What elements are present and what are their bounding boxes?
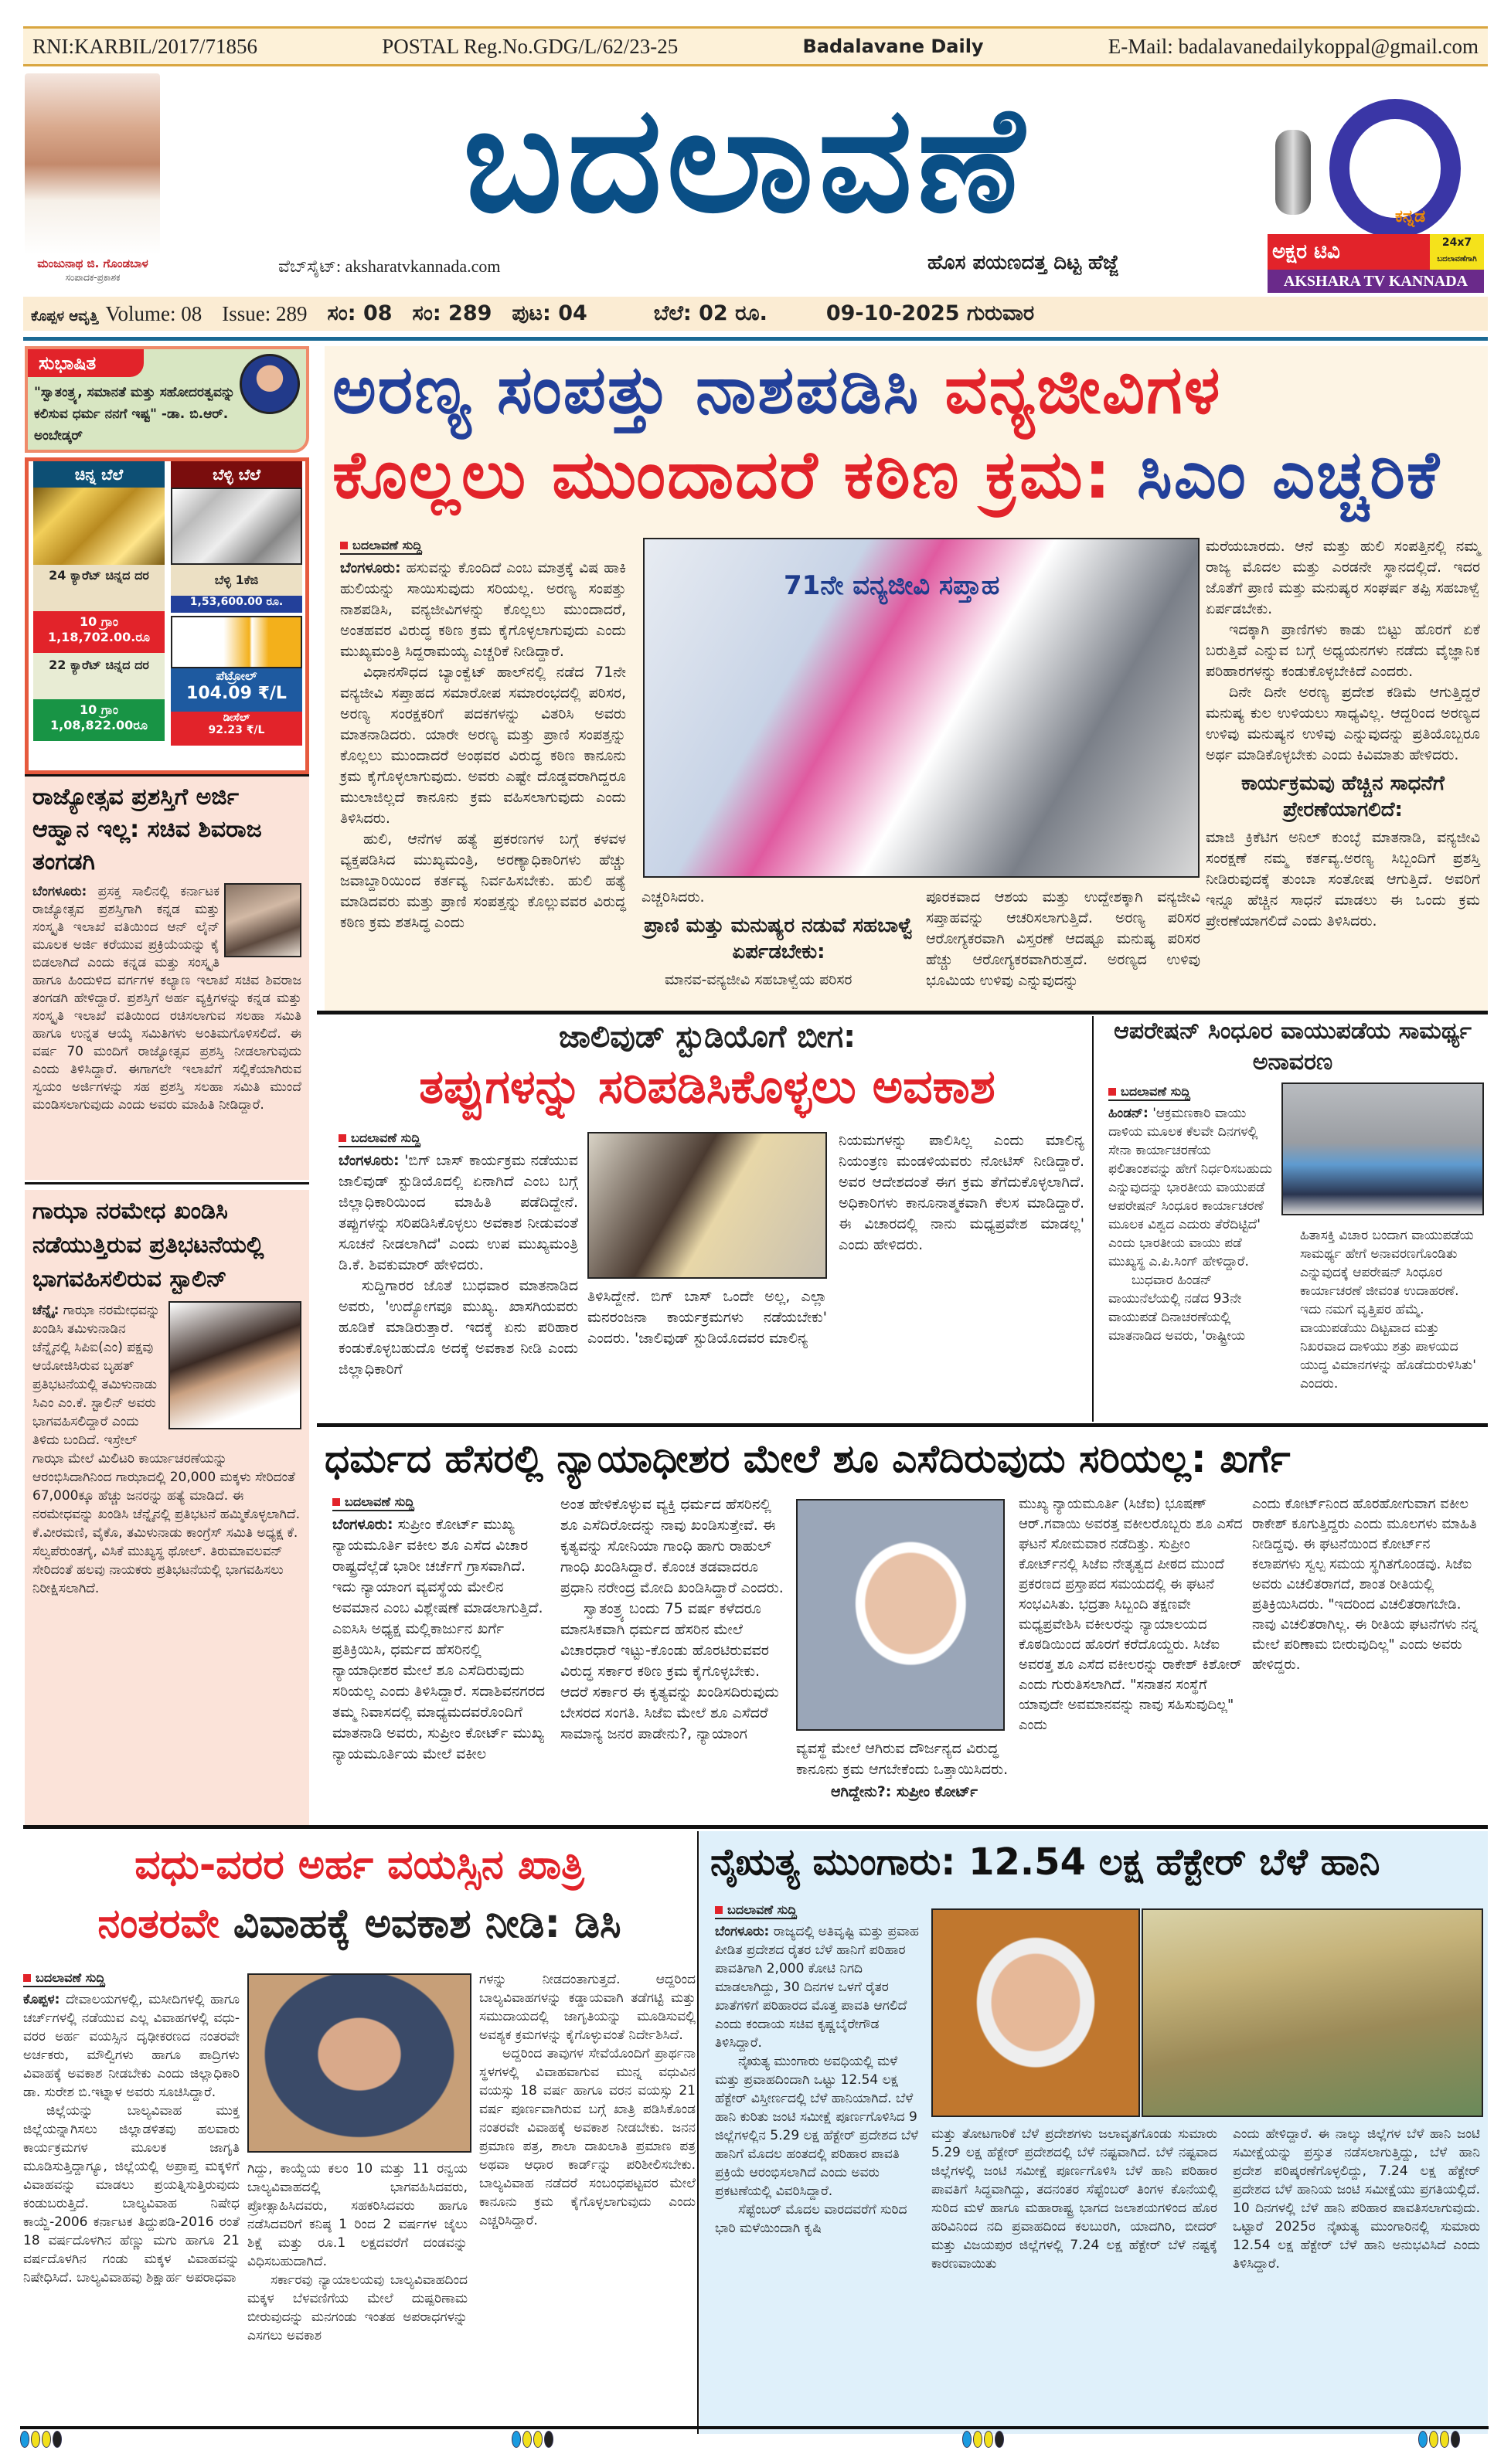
- byline: ಬದಲಾವಣೆ ಸುದ್ದಿ: [340, 538, 422, 555]
- divider: [317, 1011, 1488, 1014]
- gold24-label: 24 ಕ್ಯಾರೆಟ್ ಚಿನ್ನದ ದರ: [33, 565, 165, 611]
- logo-badge-sub: ಬದಲಾವಣೆಗಾಗಿ: [1437, 255, 1477, 263]
- article-jollywood: [325, 1016, 1090, 1422]
- footer-rule: [20, 2426, 1489, 2429]
- headline: ಧರ್ಮದ ಹೆಸರಲ್ಲಿ ನ್ಯಾಯಾಧೀಶರ ಮೇಲೆ ಶೂ ಎಸೆದಿರುವುದು ಸರಿಯಲ್ಲ: ಖರ್ಗೆ: [325, 1436, 1291, 1481]
- website[interactable]: [278, 257, 501, 277]
- subheadline: ಆಗಿದ್ದೇನು?: ಸುಪ್ರೀಂ ಕೋರ್ಟ್: [830, 1783, 978, 1800]
- logo-badge-text: 24x7: [1441, 236, 1472, 249]
- kicker: ಜಾಲಿವುಡ್ ಸ್ಟುಡಿಯೊಗೆ ಬೀಗ:: [558, 1019, 856, 1055]
- cm-col-2: [247, 2160, 468, 2345]
- monsoon-col-3: [1233, 2125, 1480, 2273]
- registration-dot: [522, 2431, 532, 2448]
- lead-col-1: [340, 538, 626, 933]
- gold-header: ಚಿನ್ನ ಬೆಲೆ: [33, 461, 165, 488]
- article-body: ಬೆಂಗಳೂರು: ಸುಪ್ರೀಂ ಕೋರ್ಟ್ ಮುಖ್ಯ ನ್ಯಾಯಮೂರ್ತಿ ವಕೀಲ ಶೂ ಎಸೆದ ವಿಚಾರ ರಾಷ್ಟ್ರದೆಲ್ಲೆಡೆ ಭಾರೀ ಚರ್ಚೆಗೆ ಗ್ರಾಸವಾಗಿದೆ. ಇದು ನ್ಯಾಯಾಂಗ ವ್ಯವಸ್ಥೆಯ ಮೇಲಿನ ಅವಮಾನ ಎಂಬ ವಿಶ್ಲೇಷಣೆ ಮಾಡಲಾಗುತ್ತಿದೆ. ಎಐಸಿಸಿ ಅಧ್ಯಕ್ಷ ಮಲ್ಲಿಕಾರ್ಜುನ ಖರ್ಗೆ ಪ್ರತಿಕ್ರಿಯಿಸಿ, ಧರ್ಮದ ಹೆಸರಿನಲ್ಲಿ ನ್ಯಾಯಾಧೀಶರ ಮೇಲೆ ಶೂ ಎಸೆದಿರುವುದು ಸರಿಯಲ್ಲ ಎಂದು ತಿಳಿಸಿದ್ದಾರೆ. ಸದಾಶಿವನಗರದ ತಮ್ಮ ನಿವಾಸದಲ್ಲಿ ಮಾಧ್ಯಮದವರೊಂದಿಗೆ ಮಾತನಾಡಿ ಅವರು, ಸುಪ್ರೀಂ ಕೋರ್ಟ್ ಮುಖ್ಯ ನ್ಯಾಯಮೂರ್ತಿಯ ಮೇಲೆ ವಕೀಲ: [332, 1516, 546, 1762]
- lead-photo: [643, 538, 1200, 878]
- gold22-label: 22 ಕ್ಯಾರೆಟ್ ಚಿನ್ನದ ದರ: [33, 653, 165, 699]
- silver-label: ಬೆಳ್ಳಿ 1ಕೆಜಿ: [171, 565, 302, 596]
- article-body: ಮಾಜಿ ಕ್ರಿಕೆಟಿಗ ಅನಿಲ್ ಕುಂಬ್ಳೆ ಮಾತನಾಡಿ, ವನ್ಯಜೀವಿ ಸಂರಕ್ಷಣೆ ನಮ್ಮ ಕರ್ತವ್ಯ.ಅರಣ್ಯ ಸಿಬ್ಬಂದಿಗೆ ಪ್ರಶಸ್ತಿ ನೀಡಿರುವುದಕ್ಕೆ ತುಂಬಾ ಸಂತೋಷ ಆಗುತ್ತಿದೆ. ಅವರಿಗೆ ಇನ್ನೂ ಹೆಚ್ಚಿನ ಸಾಧನೆ ಮಾಡಲು ಈ ಒಂದು ಕ್ರಮ ಪ್ರೇರಣೆಯಾಗಲಿದೆ ಎಂದು ತಿಳಿಸಿದರು.: [1206, 829, 1480, 930]
- registration-marks: [20, 2431, 62, 2448]
- article-body: ಎಂದು ಹೇಳಿದ್ದಾರೆ. ಈ ನಾಲ್ಕು ಜಿಲ್ಲೆಗಳ ಬೆಳೆ ಹಾನಿ ಜಂಟಿ ಸಮೀಕ್ಷೆಯನ್ನು ಪ್ರಸ್ತುತ ನಡೆಸಲಾಗುತ್ತಿದ್ದು, ಬೆಳೆ ಹಾನಿ ಪ್ರದೇಶ ಪರಿಷ್ಕರಣೆಗೊಳ್ಳಲಿದ್ದು, 7.24 ಲಕ್ಷ ಹೆಕ್ಟೇರ್ ಪ್ರದೇಶದ ಬೆಳೆ ಹಾನಿಯ ಜಂಟಿ ಸಮೀಕ್ಷೆಯು ಪ್ರಗತಿಯಲ್ಲಿದೆ. 10 ದಿನಗಳಲ್ಲಿ ಬೆಳೆ ಹಾನಿ ಪರಿಹಾರ ಪಾವತಿಸಲಾಗುವುದು. ಒಟ್ಟಾರೆ 2025ರ ನೈಋತ್ಯ ಮುಂಗಾರಿನಲ್ಲಿ ಸುಮಾರು 12.54 ಲಕ್ಷ ಹೆಕ್ಟೇರ್ ಬೆಳೆ ಹಾನಿ ಅನುಭವಿಸಿದೆ ಎಂದು ತಿಳಿಸಿದ್ದಾರೆ.: [1233, 2126, 1480, 2272]
- lead-headline: ಅರಣ್ಯ ಸಂಪತ್ತು ನಾಶಪಡಿಸಿ ವನ್ಯಜೀವಿಗಳ ಕೊಲ್ಲಲು ಮುಂದಾದರೆ ಕಠಿಣ ಕ್ರಮ: ಸಿಎಂ ಎಚ್ಚರಿಕೆ: [332, 352, 1441, 514]
- byline: ಬದಲಾವಣೆ ಸುದ್ದಿ: [332, 1494, 414, 1511]
- newspaper-title: ಬದಲಾವಣೆ: [463, 74, 1029, 245]
- headline-line2: ನಂತರವೇ ವಿವಾಹಕ್ಕೆ ಅವಕಾಶ ನೀಡಿ: ಡಿಸಿ: [97, 1901, 621, 1947]
- lead-col-2: [641, 887, 916, 991]
- article-rajyotsava: [25, 777, 309, 1180]
- sam-issue: ಸಂ: 289: [412, 301, 492, 325]
- headline-line1: ವಧು-ವರರ ಅರ್ಹ ವಯಸ್ಸಿನ ಖಾತ್ರಿ: [134, 1842, 584, 1888]
- registration-dot: [984, 2431, 993, 2448]
- price: ಬೆಲೆ: 02 ರೂ.: [653, 301, 767, 325]
- subhashita-quote: "ಸ್ವಾತಂತ್ರ್ಯ, ಸಮಾನತೆ ಮತ್ತು ಸಹೋದರತ್ವವನ್ನು ಕಲಿಸುವ ಧರ್ಮ ನನಗೆ ಇಷ್ಟ" -ಡಾ. ಬಿ.ಆರ್. ಅಂಬೇಡ್ಕರ್: [34, 385, 236, 444]
- headline: ತಪ್ಪುಗಳನ್ನು ಸರಿಪಡಿಸಿಕೊಳ್ಳಲು ಅವಕಾಶ: [419, 1060, 995, 1114]
- kharge-col-4: [1019, 1494, 1243, 1735]
- photo-banner: 71ನೇ ವನ್ಯಜೀವಿ ಸಪ್ತಾಹ: [784, 570, 1000, 601]
- microphone-icon: [1275, 130, 1311, 215]
- dc-photo: [247, 1973, 471, 2153]
- article-body: ತಿಳಿಸಿದ್ದೇನೆ. ಬಿಗ್ ಬಾಸ್ ಒಂದೇ ಅಲ್ಲ, ಎಲ್ಲಾ ಮನರಂಜನಾ ಕಾರ್ಯಕ್ರಮಗಳು ನಡೆಯಬೇಕು' ಎಂದರು. 'ಜಾಲಿವುಡ್ ಸ್ಟುಡಿಯೊದವರ ಮಾಲಿನ್ಯ: [587, 1288, 827, 1347]
- edition: ಕೊಪ್ಪಳ ಆವೃತ್ತಿ Volume: 08: [31, 301, 202, 325]
- sindoor-col-2: [1300, 1226, 1482, 1393]
- article-body: ಚೆನ್ನೈ: ಗಾಝಾ ನರಮೇಧವನ್ನು ಖಂಡಿಸಿ ತಮಿಳುನಾಡಿನ ಚೆನ್ನೈನಲ್ಲಿ ಸಿಪಿಐ(ಎಂ) ಪಕ್ಷವು ಆಯೋಜಿಸಿರುವ ಬೃಹತ್ ಪ್ರತಿಭಟನೆಯಲ್ಲಿ ತಮಿಳುನಾಡು ಸಿಎಂ ಎಂ.ಕೆ. ಸ್ಟಾಲಿನ್ ಅವರು ಭಾಗವಹಿಸಲಿದ್ದಾರೆ ಎಂದು ತಿಳಿದು ಬಂದಿದೆ. ಇಸ್ರೇಲ್ ಗಾಝಾ ಮೇಲೆ ಮಿಲಿಟರಿ ಕಾರ್ಯಾಚರಣೆಯನ್ನು ಆರಂಭಿಸಿದಾಗಿನಿಂದ ಗಾಝಾದಲ್ಲಿ 20,000 ಮಕ್ಕಳು ಸೇರಿದಂತೆ 67,000ಕ್ಕೂ ಹೆಚ್ಚು ಜನರನ್ನು ಹತ್ಯೆ ಮಾಡಿದೆ. ಈ ನರಮೇಧವನ್ನು ಖಂಡಿಸಿ ಚೆನ್ನೈನಲ್ಲಿ ಪ್ರತಿಭಟನೆ ಹಮ್ಮಿಕೊಳ್ಳಲಾಗಿದೆ. ಕೆ.ವೀರಮಣಿ, ವೈಕೊ, ತಮಿಳುನಾಡು ಕಾಂಗ್ರೆಸ್ ಸಮಿತಿ ಅಧ್ಯಕ್ಷ ಕೆ. ಸೆಲ್ವಪೆರುಂತಗೈ, ವಿಸಿಕೆ ಮುಖ್ಯಸ್ಥ ಥೋಲ್. ತಿರುಮಾವಲವನ್ ಸೇರಿದಂತೆ ಹಲವು ನಾಯಕರು ಪ್ರತಿಭಟನೆಯಲ್ಲಿ ಭಾಗವಹಿಸಲು ನಿರೀಕ್ಷಿಸಲಾಗಿದೆ.: [32, 1303, 300, 1596]
- minister-photo: [931, 1908, 1140, 2117]
- article-body: ನಿಯಮಗಳನ್ನು ಪಾಲಿಸಿಲ್ಲ ಎಂದು ಮಾಲಿನ್ಯ ನಿಯಂತ್ರಣ ಮಂಡಳಿಯವರು ನೋಟಿಸ್ ನೀಡಿದ್ದಾರೆ. ಅವರ ಆದೇಶದಂತೆ ಈಗ ಕ್ರಮ ತೆಗೆದುಕೊಳ್ಳಲಾಗಿದೆ. ಅಧಿಕಾರಿಗಳು ಕಾನೂನಾತ್ಮಕವಾಗಿ ಕೆಲಸ ಮಾಡಿದ್ದಾರೆ. ಈ ವಿಚಾರದಲ್ಲಿ ನಾನು ಮಧ್ಯಪ್ರವೇಶ ಮಾಡಲ್ಲ' ಎಂದು ಹೇಳಿದರು.: [839, 1132, 1084, 1253]
- issue-info-bar: [23, 297, 1488, 331]
- registration-dot: [995, 2431, 1004, 2448]
- kharge-col-2: [560, 1494, 784, 1745]
- gold24-price: 10 ಗ್ರಾಂ 1,18,702.00.ರೂ: [33, 611, 165, 653]
- lead-col-4: [1206, 536, 1480, 932]
- subheadline: ಕಾರ್ಯಕ್ರಮವು ಹೆಚ್ಚಿನ ಸಾಧನೆಗೆ ಪ್ರೇರಣೆಯಾಗಲಿದೆ:: [1241, 772, 1445, 821]
- registration-dot: [1451, 2431, 1460, 2448]
- article-body: ಹಿಂಡನ್: 'ಆಕ್ರಮಣಕಾರಿ ವಾಯು ದಾಳಿಯ ಮೂಲಕ ಕೆಲವೇ ದಿನಗಳಲ್ಲಿ ಸೇನಾ ಕಾರ್ಯಾಚರಣೆಯ ಫಲಿತಾಂಶವನ್ನು ಹೇಗೆ ನಿರ್ಧರಿಸಬಹುದು ಎನ್ನುವುದನ್ನು ಭಾರತೀಯ ವಾಯುಪಡೆ ಆಪರೇಷನ್ ಸಿಂಧೂರ ಕಾರ್ಯಾಚರಣೆ ಮೂಲಕ ವಿಶ್ವದ ಎದುರು ತೆರೆದಿಟ್ಟಿದೆ' ಎಂದು ಭಾರತೀಯ ವಾಯು ಪಡೆ ಮುಖ್ಯಸ್ಥ ಎ.ಪಿ.ಸಿಂಗ್ ಹೇಳಿದ್ದಾರೆ. ಬುಧವಾರ ಹಿಂಡನ್ ವಾಯುನೆಲೆಯಲ್ಲಿ ನಡೆದ 93ನೇ ವಾಯುಪಡೆ ದಿನಾಚರಣೆಯಲ್ಲಿ ಮಾತನಾಡಿದ ಅವರು, 'ರಾಷ್ಟ್ರೀಯ: [1108, 1106, 1273, 1344]
- akshara-tv-logo: [1268, 83, 1484, 292]
- headline: ರಾಜ್ಯೋತ್ಸವ ಪ್ರಶಸ್ತಿಗೆ ಅರ್ಜಿ ಆಹ್ವಾನ ಇಲ್ಲ: ಸಚಿವ ಶಿವರಾಜ ತಂಗಡಗಿ: [32, 783, 262, 875]
- page-number: ಪುಟ: 04: [512, 301, 587, 325]
- gold-column: [33, 461, 165, 741]
- article-body: ಬೆಂಗಳೂರು: ಪ್ರಸಕ್ತ ಸಾಲಿನಲ್ಲಿ ಕರ್ನಾಟಕ ರಾಜ್ಯೋತ್ಸವ ಪ್ರಶಸ್ತಿಗಾಗಿ ಕನ್ನಡ ಮತ್ತು ಸಂಸ್ಕೃತಿ ಇಲಾಖೆ ವತಿಯಿಂದ ಆನ್ ಲೈನ್ ಮೂಲಕ ಅರ್ಜಿ ಕರೆಯುವ ಪ್ರಕ್ರಿಯೆಯನ್ನು ಕೈ ಬಿಡಲಾಗಿದೆ ಎಂದು ಕನ್ನಡ ಮತ್ತು ಸಂಸ್ಕೃತಿ ಹಾಗೂ ಹಿಂದುಳಿದ ವರ್ಗಗಳ ಕಲ್ಯಾಣ ಇಲಾಖೆ ಸಚಿವ ಶಿವರಾಜ ತಂಗಡಗಿ ಹೇಳಿದ್ದಾರೆ. ಪ್ರಶಸ್ತಿಗೆ ಅರ್ಹ ವ್ಯಕ್ತಿಗಳನ್ನು ಕನ್ನಡ ಮತ್ತು ಸಂಸ್ಕೃತಿ ಇಲಾಖೆ ವತಿಯಿಂದ ರಚಿಸಲಾಗುವ ಸಲಹಾ ಸಮಿತಿ ಹಾಗೂ ಉನ್ನತ ಆಯ್ಕೆ ಸಮಿತಿಗಳು ಅಂತಿಮಗೊಳಿಸಲಿದೆ. ಈ ವರ್ಷ 70 ಮಂದಿಗೆ ರಾಜ್ಯೋತ್ಸವ ಪ್ರಶಸ್ತಿ ನೀಡಲಾಗುವುದು ಎಂದು ತಿಳಿಸಿದ್ದಾರೆ. ಈಗಾಗಲೇ ಇಲಾಖೆಗೆ ಸಲ್ಲಿಕೆಯಾಗಿರುವ ಸ್ವಯಂ ಅರ್ಜಿಗಳನ್ನು ಸಹ ಪ್ರಶಸ್ತಿ ಸಲಹಾ ಸಮಿತಿ ಮುಂದೆ ಮಂಡಿಸಲಾಗುವುದು ಎಂದು ಅವರು ಮಾಹಿತಿ ನೀಡಿದ್ದಾರೆ.: [32, 884, 301, 1113]
- crop-damage-photo: [1142, 1908, 1483, 2117]
- divider: [23, 1825, 1488, 1829]
- registration-marks: [512, 2431, 553, 2448]
- registration-dot: [544, 2431, 553, 2448]
- gold22-price: 10 ಗ್ರಾಂ 1,08,822.00ರೂ: [33, 699, 165, 741]
- logo-badge: [1430, 234, 1484, 270]
- stalin-photo: [168, 1301, 301, 1429]
- article-body: ಎಂದು ಕೋರ್ಟ್‌ನಿಂದ ಹೊರಹೋಗುವಾಗ ವಕೀಲ ರಾಕೇಶ್ ಕೂಗುತ್ತಿದ್ದರು ಎಂದು ಮೂಲಗಳು ಮಾಹಿತಿ ನೀಡಿದ್ದವು. ಈ ಘಟನೆಯಿಂದ ಕೋರ್ಟ್‌ನ ಕಲಾಪಗಳು ಸ್ವಲ್ಪ ಸಮಯ ಸ್ಥಗಿತಗೊಂಡವು. ಸಿಜೆಐ ಅವರು ವಿಚಲಿತರಾಗದೆ, ಶಾಂತ ರೀತಿಯಲ್ಲಿ ಪ್ರತಿಕ್ರಿಯಿಸಿದರು. "ಇದರಿಂದ ವಿಚಲಿತರಾಗಬೇಡಿ. ನಾವು ವಿಚಲಿತರಾಗಿಲ್ಲ. ಈ ರೀತಿಯ ಘಟನೆಗಳು ನನ್ನ ಮೇಲೆ ಪರಿಣಾಮ ಬೀರುವುದಿಲ್ಲ" ಎಂದು ಅವರು ಹೇಳಿದ್ದರು.: [1252, 1496, 1479, 1673]
- kharge-col-5: [1252, 1494, 1480, 1675]
- jolly-col-2: [587, 1286, 827, 1349]
- kharge-col-3: [796, 1738, 1012, 1803]
- registration-dot: [1440, 2431, 1449, 2448]
- editor-role: ಸಂಪಾದಕ-ಪ್ರಕಾಶಕ: [65, 272, 121, 283]
- registration-marks: [962, 2431, 1004, 2448]
- byline: ಬದಲಾವಣೆ ಸುದ್ದಿ: [715, 1902, 797, 1919]
- cm-col-3: [479, 1970, 696, 2230]
- article-stalin: [25, 1190, 309, 1825]
- divider: [697, 1831, 699, 2434]
- silver-header: ಬೆಳ್ಳಿ ಬೆಲೆ: [171, 461, 302, 488]
- sam-volume: ಸಂ: 08: [327, 301, 393, 325]
- divider: [317, 1423, 1488, 1427]
- silver-price: 1,53,600.00 ರೂ.: [171, 596, 302, 613]
- ambedkar-portrait: [240, 354, 300, 414]
- article-body: ಅಂತ ಹೇಳಿಕೊಳ್ಳುವ ವ್ಯಕ್ತಿ ಧರ್ಮದ ಹೆಸರಿನಲ್ಲಿ ಶೂ ಎಸೆದಿರೋದನ್ನು ನಾವು ಖಂಡಿಸುತ್ತೇವೆ. ಈ ಕೃತ್ಯವನ್ನು ಸೋನಿಯಾ ಗಾಂಧಿ ಹಾಗು ರಾಹುಲ್ ಗಾಂಧಿ ಖಂಡಿಸಿದ್ದಾರೆ. ಕೊಂಚ ತಡವಾದರೂ ಪ್ರಧಾನಿ ನರೇಂದ್ರ ಮೋದಿ ಖಂಡಿಸಿದ್ದಾರೆ ಎಂದರು. ಸ್ವಾತಂತ್ರ್ಯ ಬಂದು 75 ವರ್ಷ ಕಳೆದರೂ ಮಾನಸಿಕವಾಗಿ ಧರ್ಮದ ಹೆಸರಿನ ಮೇಲೆ ವಿಚಾರಧಾರೆ ಇಟ್ಟು-ಕೊಂಡು ಹೊರಟಿರುವವರ ವಿರುದ್ಧ ಸರ್ಕಾರ ಕಠಿಣ ಕ್ರಮ ಕೈಗೊಳ್ಳಬೇಕು. ಆದರೆ ಸರ್ಕಾರ ಈ ಕೃತ್ಯವನ್ನು ಖಂಡಿಸದಿರುವುದು ಬೇಸರದ ಸಂಗತಿ. ಸಿಜೆಐ ಮೇಲೆ ಶೂ ಎಸೆದರೆ ಸಾಮಾನ್ಯ ಜನರ ಪಾಡೇನು?, ನ್ಯಾಯಾಂಗ: [560, 1496, 784, 1742]
- article-body: ಕೊಪ್ಪಳ: ದೇವಾಲಯಗಳಲ್ಲಿ, ಮಸೀದಿಗಳಲ್ಲಿ ಹಾಗೂ ಚರ್ಚ್‌ಗಳಲ್ಲಿ ನಡೆಯುವ ಎಲ್ಲ ವಿವಾಹಗಳಲ್ಲಿ ವಧು-ವರರ ಅರ್ಹ ವಯಸ್ಸಿನ ದೃಢೀಕರಣದ ನಂತರವೇ ಅರ್ಚಕರು, ಮೌಲ್ವಿಗಳು ಹಾಗೂ ಪಾದ್ರಿಗಳು ವಿವಾಹಕ್ಕೆ ಅವಕಾಶ ನೀಡಬೇಕು ಎಂದು ಜಿಲ್ಲಾಧಿಕಾರಿ ಡಾ. ಸುರೇಶ ಬಿ.ಇಟ್ನಾಳ ಅವರು ಸೂಚಿಸಿದ್ದಾರೆ. ಜಿಲ್ಲೆಯನ್ನು ಬಾಲ್ಯವಿವಾಹ ಮುಕ್ತ ಜಿಲ್ಲೆಯನ್ನಾಗಿಸಲು ಜಿಲ್ಲಾಡಳಿತವು ಹಲವಾರು ಕಾರ್ಯಕ್ರಮಗಳ ಮೂಲಕ ಜಾಗೃತಿ ಮೂಡಿಸುತ್ತಿದ್ದಾಗ್ಯೂ, ಜಿಲ್ಲೆಯಲ್ಲಿ ಅಪ್ರಾಪ್ತ ಮಕ್ಕಳಿಗೆ ವಿವಾಹವನ್ನು ಮಾಡಲು ಪ್ರಯತ್ನಿಸುತ್ತಿರುವುದು ಕಂಡುಬರುತ್ತಿದೆ. ಬಾಲ್ಯವಿವಾಹ ನಿಷೇಧ ಕಾಯ್ದೆ-2006 ಕರ್ನಾಟಕ ತಿದ್ದುಪಡಿ-2016 ರಂತೆ 18 ವರ್ಷದೊಳಗಿನ ಹೆಣ್ಣು ಮಗು ಹಾಗೂ 21 ವರ್ಷದೊಳಗಿನ ಗಂಡು ಮಕ್ಕಳ ವಿವಾಹವನ್ನು ನಿಷೇಧಿಸಿದೆ. ಬಾಲ್ಯವಿವಾಹವು ಶಿಕ್ಷಾರ್ಹ ಅಪರಾಧವಾ: [23, 1992, 240, 2286]
- postal-reg: POSTAL Reg.No.GDG/L/62/23-25: [382, 34, 679, 58]
- sindoor-col-1: [1108, 1084, 1274, 1345]
- registration-dot: [512, 2431, 521, 2448]
- registration-dot: [1429, 2431, 1438, 2448]
- top-info-strip: [23, 26, 1488, 66]
- headline: ನೈಋತ್ಯ ಮುಂಗಾರು: 12.54 ಲಕ್ಷ ಹೆಕ್ಟೇರ್ ಬೆಳೆ ಹಾನಿ: [710, 1840, 1380, 1884]
- registration-dot: [31, 2431, 40, 2448]
- divider: [1092, 1016, 1094, 1422]
- diesel-price: ಡೀಸೆಲ್ 92.23 ₹/L: [171, 712, 302, 746]
- article-sindoor: [1098, 1016, 1488, 1422]
- article-body: ಪೂರಕವಾದ ಆಶಯ ಮತ್ತು ಉದ್ದೇಶಕ್ಕಾಗಿ ವನ್ಯಜೀವಿ ಸಪ್ತಾಹವನ್ನು ಆಚರಿಸಲಾಗುತ್ತಿದೆ. ಅರಣ್ಯ ಪರಿಸರ ಆರೋಗ್ಯಕರವಾಗಿ ವಿಸ್ತರಣೆ ಆದಷ್ಟೂ ಮನುಷ್ಯ ಪರಿಸರ ಹೆಚ್ಚು ಆರೋಗ್ಯಕರವಾಗಿರುತ್ತದೆ. ಅರಣ್ಯದ ಉಳಿವು ಭೂಮಿಯ ಉಳಿವು ಎನ್ನುವುದನ್ನು: [926, 889, 1200, 989]
- airforce-photo: [1281, 1082, 1484, 1215]
- date: 09-10-2025 ಗುರುವಾರ: [825, 301, 1035, 325]
- divider: [25, 1182, 309, 1184]
- article-kharge: [325, 1429, 1488, 1823]
- headline: ಗಾಝಾ ನರಮೇಧ ಖಂಡಿಸಿ ನಡೆಯುತ್ತಿರುವ ಪ್ರತಿಭಟನೆಯಲ್ಲಿ ಭಾಗವಹಿಸಲಿರುವ ಸ್ಟಾಲಿನ್: [32, 1198, 264, 1293]
- article-body: ಬೆಂಗಳೂರು: ಹಸುವನ್ನು ಕೊಂದಿದೆ ಎಂಬ ಮಾತ್ರಕ್ಕೆ ವಿಷ ಹಾಕಿ ಹುಲಿಯನ್ನು ಸಾಯಿಸುವುದು ಸರಿಯಲ್ಲ. ಅರಣ್ಯ ಸಂಪತ್ತು ನಾಶಪಡಿಸಿ, ವನ್ಯಜೀವಿಗಳನ್ನು ಕೊಲ್ಲಲು ಮುಂದಾದರೆ, ಅಂತಹವರ ವಿರುದ್ಧ ಕಠಿಣ ಕ್ರಮ ಕೈಗೊಳ್ಳಲಾಗುವುದು ಎಂದು ಮುಖ್ಯಮಂತ್ರಿ ಸಿದ್ದರಾಮಯ್ಯ ಎಚ್ಚರಿಕೆ ನೀಡಿದ್ದಾರೆ. ವಿಧಾನಸೌಧದ ಬ್ಯಾಂಕ್ವೆಟ್ ಹಾಲ್‌ನಲ್ಲಿ ನಡೆದ 71ನೇ ವನ್ಯಜೀವಿ ಸಪ್ತಾಹದ ಸಮಾರೋಪ ಸಮಾರಂಭದಲ್ಲಿ ಪರಿಸರ, ಅರಣ್ಯ ಸಂರಕ್ಷಕರಿಗೆ ಪದಕಗಳನ್ನು ವಿತರಿಸಿ ಅವರು ಮಾತನಾಡಿದರು. ಯಾರೇ ಅರಣ್ಯ ಮತ್ತು ಪ್ರಾಣಿ ಸಂಪತ್ತನ್ನು ಕೊಲ್ಲಲು ಮುಂದಾದರೆ ಅಂಥವರ ವಿರುದ್ಧ ಕಠಿಣ ಕಾನೂನು ಕ್ರಮ ಕೈಗೊಳ್ಳಲಾಗುವುದು. ಅವರು ಎಷ್ಟೇ ದೊಡ್ಡವರಾಗಿದ್ದರೂ ಮುಲಾಜಿಲ್ಲದೆ ಕಾನೂನು ಕ್ರಮ ವಹಿಸಲಾಗುವುದು ಎಂದು ತಿಳಿಸಿದರು. ಹುಲಿ, ಆನೆಗಳ ಹತ್ಯೆ ಪ್ರಕರಣಗಳ ಬಗ್ಗೆ ಕಳವಳ ವ್ಯಕ್ತಪಡಿಸಿದ ಮುಖ್ಯಮಂತ್ರಿ, ಅರಣ್ಯಾಧಿಕಾರಿಗಳು ಹೆಚ್ಚು ಜವಾಬ್ದಾರಿಯಿಂದ ಕರ್ತವ್ಯ ನಿರ್ವಹಿಸಬೇಕು. ಹುಲಿ ಹತ್ಯೆ ಮಾಡಿದವರು ಮತ್ತು ಪ್ರಾಣಿ ಸಂಪತ್ತನ್ನು ಕೊಲ್ಲುವವರ ವಿರುದ್ಧ ಕಠಿಣ ಕ್ರಮ ಶತಸಿದ್ಧ ಎಂದು: [340, 559, 626, 931]
- byline: ಬದಲಾವಣೆ ಸುದ್ದಿ: [339, 1130, 420, 1147]
- lead-col-3: [926, 887, 1200, 991]
- kharge-photo: [796, 1499, 1005, 1731]
- price-box: [25, 457, 309, 774]
- editor-name: ಮಂಜುನಾಥ ಜಿ. ಗೊಂಡಬಾಳ: [37, 257, 148, 270]
- tagline: ಹೊಸ ಪಯಣದತ್ತ ದಿಟ್ಟ ಹೆಜ್ಜೆ: [927, 251, 1119, 274]
- article-body: ಗಳನ್ನು ನೀಡದಂತಾಗುತ್ತದೆ. ಆದ್ದರಿಂದ ಬಾಲ್ಯವಿವಾಹಗಳನ್ನು ಕಡ್ಡಾಯವಾಗಿ ತಡೆಗಟ್ಟಿ ಮತ್ತು ಸಮುದಾಯದಲ್ಲಿ ಜಾಗೃತಿಯನ್ನು ಮೂಡಿಸುವಲ್ಲಿ ಅವಶ್ಯಕ ಕ್ರಮಗಳನ್ನು ಕೈಗೊಳ್ಳುವಂತೆ ನಿರ್ದೇಶಿಸಿದೆ. ಅದ್ದರಿಂದ ತಾವುಗಳ ಸೇವೆಯೊಂದಿಗೆ ಪ್ರಾರ್ಥನಾ ಸ್ಥಳಗಳಲ್ಲಿ ವಿವಾಹವಾಗುವ ಮುನ್ನ ವಧುವಿನ ವಯಸ್ಸು 18 ವರ್ಷ ಹಾಗೂ ವರನ ವಯಸ್ಸು 21 ವರ್ಷ ಪೂರ್ಣವಾಗಿರುವ ಬಗ್ಗೆ ಖಾತ್ರಿ ಪಡಿಸಿಕೊಂಡ ನಂತರವೇ ವಿವಾಹಕ್ಕೆ ಅವಕಾಶ ನೀಡಬೇಕು. ಜನನ ಪ್ರಮಾಣ ಪತ್ರ, ಶಾಲಾ ದಾಖಲಾತಿ ಪ್ರಮಾಣ ಪತ್ರ ಅಥವಾ ಆಧಾರ ಕಾರ್ಡ್‌ನ್ನು ಪರಿಶೀಲಿಸಬೇಕು. ಬಾಲ್ಯವಿವಾಹ ನಡೆದರೆ ಸಂಬಂಧಪಟ್ಟವರ ಮೇಲೆ ಕಾನೂನು ಕ್ರಮ ಕೈಗೊಳ್ಳಲಾಗುವುದು ಎಂದು ಎಚ್ಚರಿಸಿದ್ದಾರೆ.: [479, 1972, 696, 2228]
- article-body: ಮುಖ್ಯ ನ್ಯಾಯಮೂರ್ತಿ (ಸಿಜೆಐ) ಭೂಷಣ್ ಆರ್.ಗವಾಯಿ ಅವರತ್ತ ವಕೀಲರೊಬ್ಬರು ಶೂ ಎಸೆದ ಘಟನೆ ಸೋಮವಾರ ನಡೆದಿತ್ತು. ಸುಪ್ರೀಂ ಕೋರ್ಟ್‌ನಲ್ಲಿ ಸಿಜೆಐ ನೇತೃತ್ವದ ಪೀಠದ ಮುಂದೆ ಪ್ರಕರಣದ ಪ್ರಸ್ತಾಪದ ಸಮಯದಲ್ಲಿ ಈ ಘಟನೆ ಸಂಭವಿಸಿತು. ಭದ್ರತಾ ಸಿಬ್ಬಂದಿ ತಕ್ಷಣವೇ ಮಧ್ಯಪ್ರವೇಶಿಸಿ ವಕೀಲರನ್ನು ನ್ಯಾಯಾಲಯದ ಕೊಠಡಿಯಿಂದ ಹೊರಗೆ ಕರೆದೊಯ್ದರು. ಸಿಜೆಐ ಅವರತ್ತ ಶೂ ಎಸೆದ ವಕೀಲರನ್ನು ರಾಕೇಶ್ ಕಿಶೋರ್ ಎಂದು ಗುರುತಿಸಲಾಗಿದೆ. "ಸನಾತನ ಸಂಸ್ಥೆಗೆ ಯಾವುದೇ ಅವಮಾನವನ್ನು ನಾವು ಸಹಿಸುವುದಿಲ್ಲ" ಎಂದು: [1019, 1496, 1243, 1733]
- silver-bars-image: [171, 488, 302, 565]
- article-body: ವ್ಯವಸ್ಥೆ ಮೇಲೆ ಆಗಿರುವ ದೌರ್ಜನ್ಯದ ವಿರುದ್ಧ ಕಾನೂನು ಕ್ರಮ ಆಗಬೇಕೆಂದು ಒತ್ತಾಯಿಸಿದರು.: [796, 1740, 1009, 1778]
- registration-dot: [20, 2431, 29, 2448]
- issue-number: Issue: 289: [222, 301, 308, 325]
- article-body: ಗಿದ್ದು, ಕಾಯ್ದೆಯ ಕಲಂ 10 ಮತ್ತು 11 ರನ್ವಯ ಬಾಲ್ಯವಿವಾಹದಲ್ಲಿ ಭಾಗವಹಿಸಿದವರು, ಪ್ರೋತ್ಸಾಹಿಸಿದವರು, ಸಹಕರಿಸಿದವರು ಹಾಗೂ ನಡೆಸಿದವರಿಗೆ ಕನಿಷ್ಠ 1 ರಿಂದ 2 ವರ್ಷಗಳ ಜೈಲು ಶಿಕ್ಷೆ ಮತ್ತು ರೂ.1 ಲಕ್ಷದವರೆಗೆ ದಂಡವನ್ನು ವಿಧಿಸಬಹುದಾಗಿದೆ. ಸರ್ಕಾರವು ನ್ಯಾಯಾಲಯವು ಬಾಲ್ಯವಿವಾಹದಿಂದ ಮಕ್ಕಳ ಬೆಳವಣಿಗೆಯ ಮೇಲೆ ದುಷ್ಪರಿಣಾಮ ಬೀರುವುದನ್ನು ಮನಗಂಡು ಇಂತಹ ಅಪರಾಧಗಳನ್ನು ಎಸಗಲು ಅವಕಾಶ: [247, 2161, 468, 2343]
- logo-name-kannada: ಅಕ್ಷರ ಟಿವಿ: [1268, 234, 1430, 270]
- silver-column: [171, 461, 302, 746]
- brand-english: Badalavane Daily: [802, 36, 984, 57]
- article-monsoon: [699, 1831, 1488, 2434]
- registration-dot: [533, 2431, 543, 2448]
- headline: ಆಪರೇಷನ್ ಸಿಂಧೂರ ವಾಯುಪಡೆಯ ಸಾಮರ್ಥ್ಯ ಅನಾವರಣ: [1114, 1018, 1472, 1076]
- website-url[interactable]: aksharatvkannada.com: [345, 257, 501, 276]
- article-body: ಮತ್ತು ತೋಟಗಾರಿಕೆ ಬೆಳೆ ಪ್ರದೇಶಗಳು ಜಲಾವೃತಗೊಂಡು ಸುಮಾರು 5.29 ಲಕ್ಷ ಹೆಕ್ಟೇರ್ ಪ್ರದೇಶದಲ್ಲಿ ಬೆಳೆ ನಷ್ಟವಾಗಿದೆ. ಬೆಳೆ ನಷ್ಟವಾದ ಜಿಲ್ಲೆಗಳಲ್ಲಿ ಜಂಟಿ ಸಮೀಕ್ಷೆ ಪೂರ್ಣಗೊಳಿಸಿ ಬೆಳೆ ಹಾನಿ ಪರಿಹಾರ ಪಾವತಿಗೆ ಸಿದ್ಧವಾಗಿದ್ದು, ತದನಂತರ ಸೆಪ್ಟೆಂಬರ್ ತಿಂಗಳ ಕೊನೆಯಲ್ಲಿ ಸುರಿದ ಮಳೆ ಹಾಗೂ ಮಹಾರಾಷ್ಟ್ರ ಭಾಗದ ಜಲಾಶಯಗಳಿಂದ ಹೊರ ಹರಿವಿನಿಂದ ನದಿ ಪ್ರವಾಹದಿಂದ ಕಲಬುರಗಿ, ಯಾದಗಿರಿ, ಬೀದರ್ ಮತ್ತು ವಿಜಯಪುರ ಜಿಲ್ಲೆಗಳಲ್ಲಿ 7.24 ಲಕ್ಷ ಹೆಕ್ಟೇರ್ ಬೆಳೆ ನಷ್ಟಕ್ಕೆ ಕಾರಣವಾಯಿತು: [931, 2126, 1217, 2272]
- kharge-col-1: [332, 1494, 549, 1765]
- monsoon-col-2: [931, 2125, 1217, 2273]
- dk-shivakumar-photo: [587, 1132, 827, 1279]
- gold-bars-image: [33, 488, 165, 565]
- fuel-pump-icon: [171, 616, 302, 668]
- logo-kannada: ಕನ್ನಡ: [1395, 207, 1426, 226]
- email: E-Mail: badalavanedailykoppal@gmail.com: [1108, 34, 1479, 58]
- byline: ಬದಲಾವಣೆ ಸುದ್ದಿ: [23, 1970, 105, 1987]
- editor-photo: [25, 73, 160, 255]
- article-child-marriage: [23, 1831, 696, 2434]
- registration-dot: [973, 2431, 982, 2448]
- logo-name-english: AKSHARA TV KANNADA: [1268, 270, 1484, 293]
- lead-article: [325, 346, 1488, 1011]
- rni-number: RNI:KARBIL/2017/71856: [32, 34, 258, 58]
- masthead-divider: [23, 337, 1488, 341]
- registration-dot: [962, 2431, 972, 2448]
- jolly-col-3: [839, 1130, 1084, 1256]
- website-label: ವೆಬ್‌ಸೈಟ್:: [278, 257, 342, 276]
- subheadline: ಪ್ರಾಣಿ ಮತ್ತು ಮನುಷ್ಯರ ನಡುವೆ ಸಹಬಾಳ್ವೆ ಏರ್ಪಡಬೇಕು:: [644, 914, 914, 964]
- subhashita-box: [25, 346, 309, 453]
- minister-photo: [224, 883, 301, 957]
- jolly-col-1: [339, 1130, 578, 1380]
- subhashita-label: ಸುಭಾಷಿತ: [28, 349, 144, 377]
- registration-dot: [42, 2431, 51, 2448]
- byline: ಬದಲಾವಣೆ ಸುದ್ದಿ: [1108, 1084, 1190, 1101]
- article-body: ಬೆಂಗಳೂರು: ರಾಜ್ಯದಲ್ಲಿ ಅತಿವೃಷ್ಟಿ ಮತ್ತು ಪ್ರವಾಹ ಪೀಡಿತ ಪ್ರದೇಶದ ರೈತರ ಬೆಳೆ ಹಾನಿಗೆ ಪರಿಹಾರ ಪಾವತಿಗಾಗಿ 2,000 ಕೋಟಿ ನಿಗದಿ ಮಾಡಲಾಗಿದ್ದು, 30 ದಿನಗಳ ಒಳಗೆ ರೈತರ ಖಾತೆಗಳಿಗೆ ಪರಿಹಾರದ ಮೊತ್ತ ಪಾವತಿ ಆಗಲಿದೆ ಎಂದು ಕಂದಾಯ ಸಚಿವ ಕೃಷ್ಣಬೈರೇಗೌಡ ತಿಳಿಸಿದ್ದಾರೆ. ನೈಋತ್ಯ ಮುಂಗಾರು ಅವಧಿಯಲ್ಲಿ ಮಳೆ ಮತ್ತು ಪ್ರವಾಹದಿಂದಾಗಿ ಒಟ್ಟು 12.54 ಲಕ್ಷ ಹೆಕ್ಟೇರ್ ವಿಸ್ತೀರ್ಣದಲ್ಲಿ ಬೆಳೆ ಹಾನಿಯಾಗಿದೆ. ಬೆಳೆ ಹಾನಿ ಕುರಿತು ಜಂಟಿ ಸಮೀಕ್ಷೆ ಪೂರ್ಣಗೊಳಿಸಿದ 9 ಜಿಲ್ಲೆಗಳಲ್ಲಿನ 5.29 ಲಕ್ಷ ಹೆಕ್ಟೇರ್ ಪ್ರದೇಶದ ಬೆಳೆ ಹಾನಿಗೆ ಮೊದಲ ಹಂತದಲ್ಲಿ ಪರಿಹಾರ ಪಾವತಿ ಪ್ರಕ್ರಿಯೆ ಆರಂಭಿಸಲಾಗಿದೆ ಎಂದು ಅವರು ಪ್ರಕಟಣೆಯಲ್ಲಿ ವಿವರಿಸಿದ್ದಾರೆ. ಸೆಪ್ಟೆಂಬರ್ ಮೊದಲ ವಾರದವರೆಗೆ ಸುರಿದ ಭಾರಿ ಮಳೆಯಿಂದಾಗಿ ಕೃಷಿ: [715, 1924, 919, 2236]
- petrol-price: ಪೆಟ್ರೋಲ್ 104.09 ₹/L: [171, 668, 302, 712]
- article-body: ಎಚ್ಚರಿಸಿದರು.: [641, 889, 705, 906]
- registration-marks: [1418, 2431, 1460, 2448]
- article-body: ಬೆಂಗಳೂರು: 'ಬಿಗ್ ಬಾಸ್ ಕಾರ್ಯಕ್ರಮ ನಡೆಯುವ ಜಾಲಿವುಡ್ ಸ್ಟುಡಿಯೊದಲ್ಲಿ ಏನಾಗಿದೆ ಎಂಬ ಬಗ್ಗೆ ಜಿಲ್ಲಾಧಿಕಾರಿಯಿಂದ ಮಾಹಿತಿ ಪಡೆದಿದ್ದೇನೆ. ತಪ್ಪುಗಳನ್ನು ಸರಿಪಡಿಸಿಕೊಳ್ಳಲು ಅವಕಾಶ ನೀಡುವಂತೆ ಸೂಚನೆ ನೀಡಲಾಗಿದೆ' ಎಂದು ಉಪ ಮುಖ್ಯಮಂತ್ರಿ ಡಿ.ಕೆ. ಶಿವಕುಮಾರ್ ಹೇಳಿದರು. ಸುದ್ದಿಗಾರರ ಜೊತೆ ಬುಧವಾರ ಮಾತನಾಡಿದ ಅವರು, 'ಉದ್ಯೋಗವೂ ಮುಖ್ಯ. ಖಾಸಗಿಯವರು ಹೂಡಿಕೆ ಮಾಡಿರುತ್ತಾರೆ. ಇದಕ್ಕೆ ಏನು ಪರಿಹಾರ ಕಂಡುಕೊಳ್ಳಬಹುದೊ ಅದಕ್ಕೆ ಅವಕಾಶ ನೀಡಿ ಎಂದು ಜಿಲ್ಲಾಧಿಕಾರಿಗೆ: [339, 1152, 578, 1378]
- article-body: ಹಿತಾಸಕ್ತಿ ವಿಚಾರ ಬಂದಾಗ ವಾಯುಪಡೆಯ ಸಾಮರ್ಥ್ಯ ಹೇಗೆ ಅನಾವರಣಗೊಂಡಿತು ಎನ್ನುವುದಕ್ಕೆ ಆಪರೇಷನ್ ಸಿಂಧೂರ ಕಾರ್ಯಾಚರಣೆ ಜೀವಂತ ಉದಾಹರಣೆ. ಇದು ನಮಗೆ ವೃತ್ತಿಪರ ಹೆಮ್ಮೆ. ವಾಯುಪಡೆಯು ದಿಟ್ಟವಾದ ಮತ್ತು ನಿಖರವಾದ ದಾಳಿಯು ಶತ್ರು ಪಾಳಯದ ಯುದ್ಧ ವಿಮಾನಗಳನ್ನು ಹೊಡೆದುರುಳಿಸಿತು' ಎಂದರು.: [1300, 1228, 1476, 1392]
- article-body: ಮಾನವ-ವನ್ಯಜೀವಿ ಸಹಬಾಳ್ವೆಯ ಪರಿಸರ: [665, 971, 852, 988]
- monsoon-col-1: [715, 1902, 924, 2238]
- cm-col-1: [23, 1970, 240, 2287]
- registration-dot: [1418, 2431, 1428, 2448]
- registration-dot: [53, 2431, 62, 2448]
- article-body: ಮರೆಯಬಾರದು. ಆನೆ ಮತ್ತು ಹುಲಿ ಸಂಪತ್ತಿನಲ್ಲಿ ನಮ್ಮ ರಾಜ್ಯ ಮೊದಲ ಮತ್ತು ಎರಡನೇ ಸ್ಥಾನದಲ್ಲಿದೆ. ಇದರ ಜೊತೆಗೆ ಪ್ರಾಣಿ ಮತ್ತು ಮನುಷ್ಯರ ಸಂಘರ್ಷ ತಪ್ಪಿ ಸಹಬಾಳ್ವೆ ಏರ್ಪಡಬೇಕು. ಇದಕ್ಕಾಗಿ ಪ್ರಾಣಿಗಳು ಕಾಡು ಬಿಟ್ಟು ಹೊರಗೆ ಏಕೆ ಬರುತ್ತಿವೆ ಎನ್ನುವ ಬಗ್ಗೆ ಅಧ್ಯಯನಗಳು ನಡೆದು ವೈಜ್ಞಾನಿಕ ಪರಿಹಾರಗಳನ್ನು ಕಂಡುಕೊಳ್ಳಬೇಕಿದೆ ಎಂದರು. ದಿನೇ ದಿನೇ ಅರಣ್ಯ ಪ್ರದೇಶ ಕಡಿಮೆ ಆಗುತ್ತಿದ್ದರೆ ಮನುಷ್ಯ ಕುಲ ಉಳಿಯಲು ಸಾಧ್ಯವಿಲ್ಲ. ಆದ್ದರಿಂದ ಅರಣ್ಯದ ಉಳಿವು ಮನುಷ್ಯನ ಉಳಿವು ಎನ್ನುವುದನ್ನು ಪ್ರತಿಯೊಬ್ಬರೂ ಅರ್ಥ ಮಾಡಿಕೊಳ್ಳಬೇಕು ಎಂದು ಕಿವಿಮಾತು ಹೇಳಿದರು.: [1206, 538, 1480, 763]
